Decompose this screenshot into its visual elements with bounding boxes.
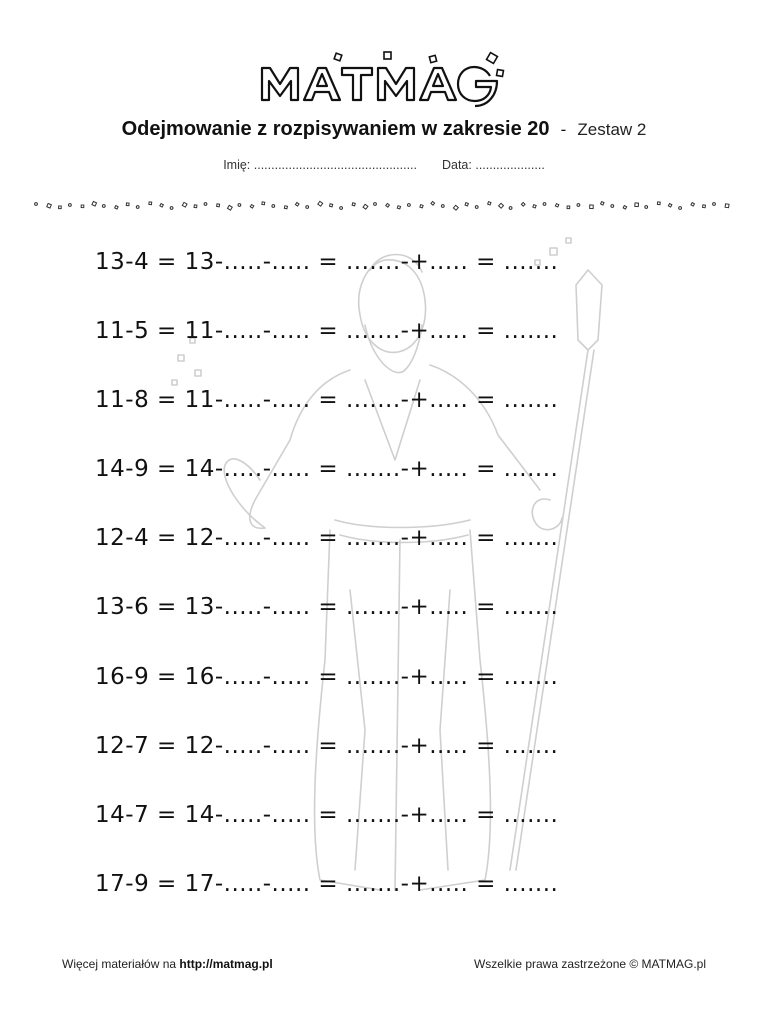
matmag-logo	[0, 48, 768, 118]
student-fields	[0, 158, 768, 172]
footer-left-text: Więcej materiałów na	[62, 957, 177, 971]
exercise-row[interactable]: 12-4 = 12-.....-..... = .......-+..... = .......	[95, 525, 559, 552]
exercise-row[interactable]: 17-9 = 17-.....-..... = .......-+..... = .......	[95, 870, 559, 897]
exercise-list	[95, 240, 715, 931]
name-label: Imię:	[223, 158, 251, 172]
date-field[interactable]: ....................	[475, 158, 545, 172]
confetti-divider	[30, 196, 738, 216]
exercise-row[interactable]: 11-5 = 11-.....-..... = .......-+..... = .......	[95, 318, 559, 345]
set-label: Zestaw 2	[577, 120, 647, 139]
worksheet-title: Odejmowanie z rozpisywaniem w zakresie 20	[121, 118, 550, 140]
exercise-row[interactable]: 13-6 = 13-.....-..... = .......-+..... = .......	[95, 594, 559, 621]
name-field[interactable]: ...............................................	[253, 158, 417, 172]
date-label: Data:	[441, 158, 472, 172]
footer-more-materials	[62, 957, 273, 971]
exercise-row[interactable]: 13-4 = 13-.....-..... = .......-+..... = .......	[95, 249, 559, 275]
exercise-row[interactable]: 12-7 = 12-.....-..... = .......-+..... = .......	[95, 732, 559, 759]
footer-copyright: Wszelkie prawa zastrzeżone © MATMAG.pl	[473, 957, 706, 971]
worksheet-title-row	[0, 118, 768, 141]
exercise-row[interactable]: 14-7 = 14-.....-..... = .......-+..... = .......	[95, 801, 559, 828]
footer-link[interactable]: http://matmag.pl	[179, 957, 273, 971]
exercise-row[interactable]: 14-9 = 14-.....-..... = .......-+..... = .......	[95, 456, 559, 483]
exercise-row[interactable]: 16-9 = 16-.....-..... = .......-+..... = .......	[95, 663, 559, 690]
title-separator: -	[560, 120, 567, 139]
exercise-row[interactable]: 11-8 = 11-.....-..... = .......-+..... = .......	[95, 387, 559, 414]
